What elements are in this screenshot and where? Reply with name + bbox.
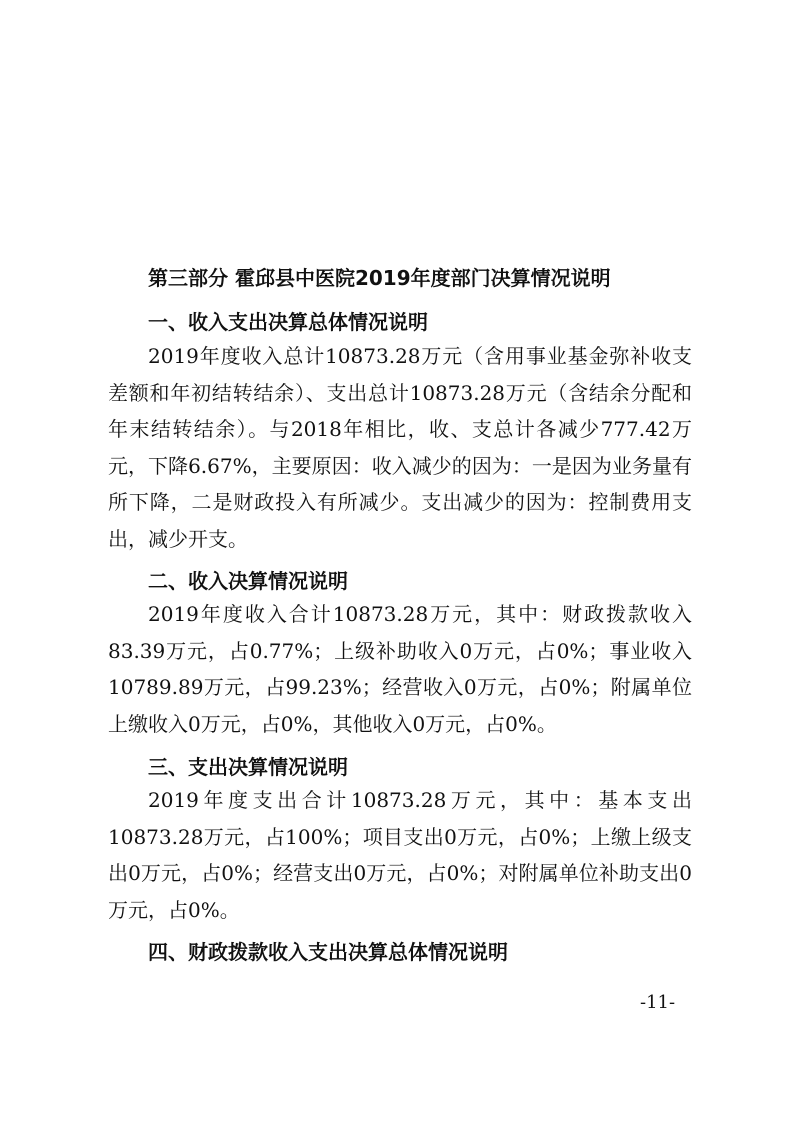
- part-title: 第三部分 霍邱县中医院2019年度部门决算情况说明: [148, 266, 611, 290]
- section-1-body: 2019年度收入总计10873.28万元（含用事业基金弥补收支差额和年初结转结余）、支出总计10873.28万元（含结余分配和年末结转结余）。与2018年相比，收、支总计各减少777.42万元，下降6.67%，主要原因：收入减少的因为：一是因为业务量有所下降，二是财政投入有所减少。支出减少的因为：控制费用支出，减少开支。: [108, 344, 692, 551]
- section-3-body: 2019年度支出合计10873.28万元，其中：基本支出10873.28万元，占100%；项目支出0万元，占0%；上缴上级支出0万元，占0%；经营支出0万元，占0%；对附属单位补助支出0万元，占0%。: [108, 788, 692, 922]
- section-3-heading: 三、支出决算情况说明: [148, 755, 348, 779]
- section-1-heading: 一、收入支出决算总体情况说明: [148, 310, 428, 334]
- section-2-heading: 二、收入决算情况说明: [148, 569, 348, 593]
- page-number: -11-: [640, 992, 676, 1013]
- section-2-body: 2019年度收入合计10873.28万元，其中：财政拨款收入83.39万元，占0.77%；上级补助收入0万元，占0%；事业收入10789.89万元，占99.23%；经营收入0万元，占0%；附属单位上缴收入0万元，占0%，其他收入0万元，占0%。: [108, 602, 692, 736]
- section-4-heading: 四、财政拨款收入支出决算总体情况说明: [148, 940, 508, 964]
